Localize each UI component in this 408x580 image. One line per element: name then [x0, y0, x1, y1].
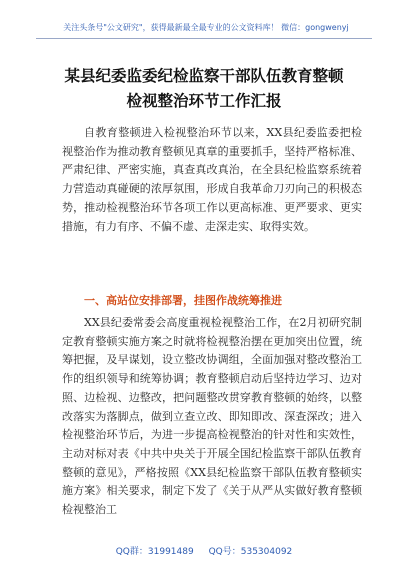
- document-title-line2: 检视整治环节工作汇报: [126, 92, 282, 110]
- footer-contact: [0, 546, 408, 558]
- footer-qq-group: QQ群：31991489: [115, 547, 194, 557]
- footer-qq-number: QQ号：535304092: [208, 547, 293, 557]
- header-banner: 关注头条号"公文研究"，获得最新最全最专业的公文资料库！ 微信：gongwenyj: [63, 23, 349, 32]
- paragraph-intro: 自教育整顿进入检视整治环节以来，XX县纪委监委把检视整治作为推动教育整顿见真章的重要抓手，坚持严格标准、严肃纪律、严密实施，真查真改真治，在全县纪检监察系统着力营造动真碰硬的浓厚氛围，形成自我革命刀刃向己的积极态势，推动检视整治环节各项工作以更高标准、更严要求、更实措施，有力有序、不偏不虚、走深走实、取得实效。: [62, 126, 362, 233]
- header-divider: [36, 38, 372, 39]
- section-heading-1: 一、高站位安排部署，挂图作战统筹推进: [84, 294, 282, 307]
- document-title-line1: 某县纪委监委纪检监察干部队伍教育整顿: [64, 67, 344, 85]
- paragraph-section1: XX县纪委常委会高度重视检视整治工作，在2月初研究制定教育整顿实施方案之时就将检视整治摆在更加突出位置，统筹把握，及早谋划，设立整改协调组，全面加强对整改整治工作的组织领导和统筹协调；教育整顿启动后坚持边学习、边对照、边检视、边整改，把问题整改贯穿教育整顿的始终，以整改落实为落脚点，做到立查立改、即知即改、深查深改；进入检视整治环节后，为进一步提高检视整治的针对性和实效性，主动对标对表《中共中央关于开展全国纪检监察干部队伍教育整顿的意见》，严格按照《XX县纪检监察干部队伍教育整顿实施方案》相关要求，制定下发了《关于从严从实做好教育整顿检视整治工: [62, 316, 362, 517]
